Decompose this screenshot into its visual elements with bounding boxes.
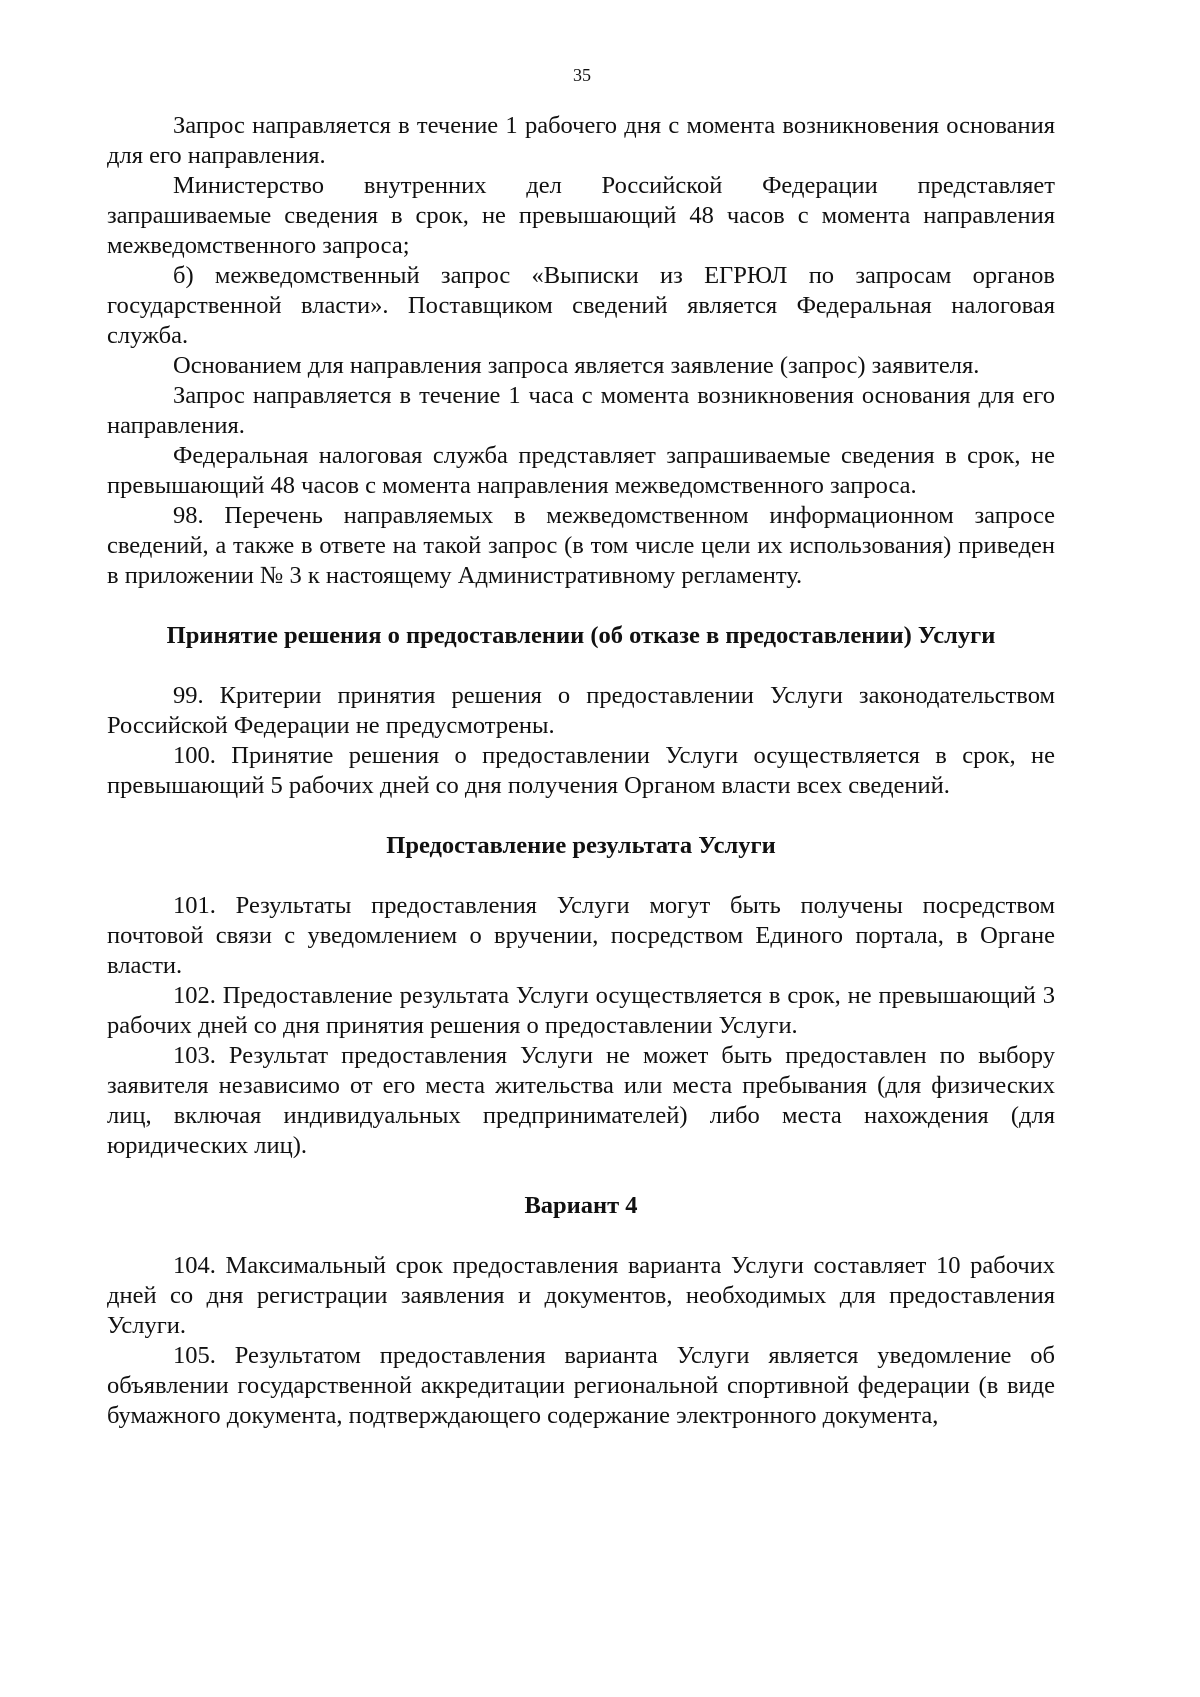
paragraph: б) межведомственный запрос «Выписки из ЕГРЮЛ по запросам органов государственной власти». Поставщиком сведений является Федеральная налоговая служба.	[107, 262, 1055, 349]
document-body	[107, 111, 1055, 1431]
paragraph-item-104: 104. Максимальный срок предоставления варианта Услуги составляет 10 рабочих дней со дня регистрации заявления и документов, необходимых для предоставления Услуги.	[107, 1252, 1055, 1339]
paragraph: Министерство внутренних дел Российской Федерации представляет запрашиваемые сведения в срок, не превышающий 48 часов с момента направления межведомственного запроса;	[107, 172, 1055, 259]
paragraph-item-100: 100. Принятие решения о предоставлении Услуги осуществляется в срок, не превышающий 5 рабочих дней со дня получения Органом власти всех сведений.	[107, 742, 1055, 799]
paragraph-item-98: 98. Перечень направляемых в межведомственном информационном запросе сведений, а также в ответе на такой запрос (в том числе цели их использования) приведен в приложении № 3 к настоящему Административному регламенту.	[107, 502, 1055, 589]
paragraph: Основанием для направления запроса является заявление (запрос) заявителя.	[173, 352, 980, 379]
section-heading-variant: Вариант 4	[524, 1192, 638, 1219]
section-heading-decision: Принятие решения о предоставлении (об отказе в предоставлении) Услуги	[166, 622, 996, 649]
paragraph-item-101: 101. Результаты предоставления Услуги могут быть получены посредством почтовой связи с уведомлением о вручении, посредством Единого портала, в Органе власти.	[107, 892, 1055, 979]
paragraph: Запрос направляется в течение 1 рабочего дня с момента возникновения основания для его направления.	[107, 112, 1055, 169]
paragraph-item-102: 102. Предоставление результата Услуги осуществляется в срок, не превышающий 3 рабочих дней со дня принятия решения о предоставлении Услуги.	[107, 982, 1055, 1039]
paragraph-item-103: 103. Результат предоставления Услуги не может быть предоставлен по выбору заявителя независимо от его места жительства или места пребывания (для физических лиц, включая индивидуальных предпринимателей) либо места нахождения (для юридических лиц).	[107, 1042, 1055, 1159]
paragraph-item-99: 99. Критерии принятия решения о предоставлении Услуги законодательством Российской Федерации не предусмотрены.	[107, 682, 1055, 739]
paragraph: Запрос направляется в течение 1 часа с момента возникновения основания для его направления.	[107, 382, 1055, 439]
paragraph: Федеральная налоговая служба представляет запрашиваемые сведения в срок, не превышающий 48 часов с момента направления межведомственного запроса.	[107, 442, 1055, 499]
paragraph-item-105: 105. Результатом предоставления варианта Услуги является уведомление об объявлении государственной аккредитации региональной спортивной федерации (в виде бумажного документа, подтверждающего содержание электронного документа,	[107, 1342, 1055, 1429]
page-number: 35	[573, 65, 591, 85]
section-heading-result: Предоставление результата Услуги	[386, 832, 776, 859]
